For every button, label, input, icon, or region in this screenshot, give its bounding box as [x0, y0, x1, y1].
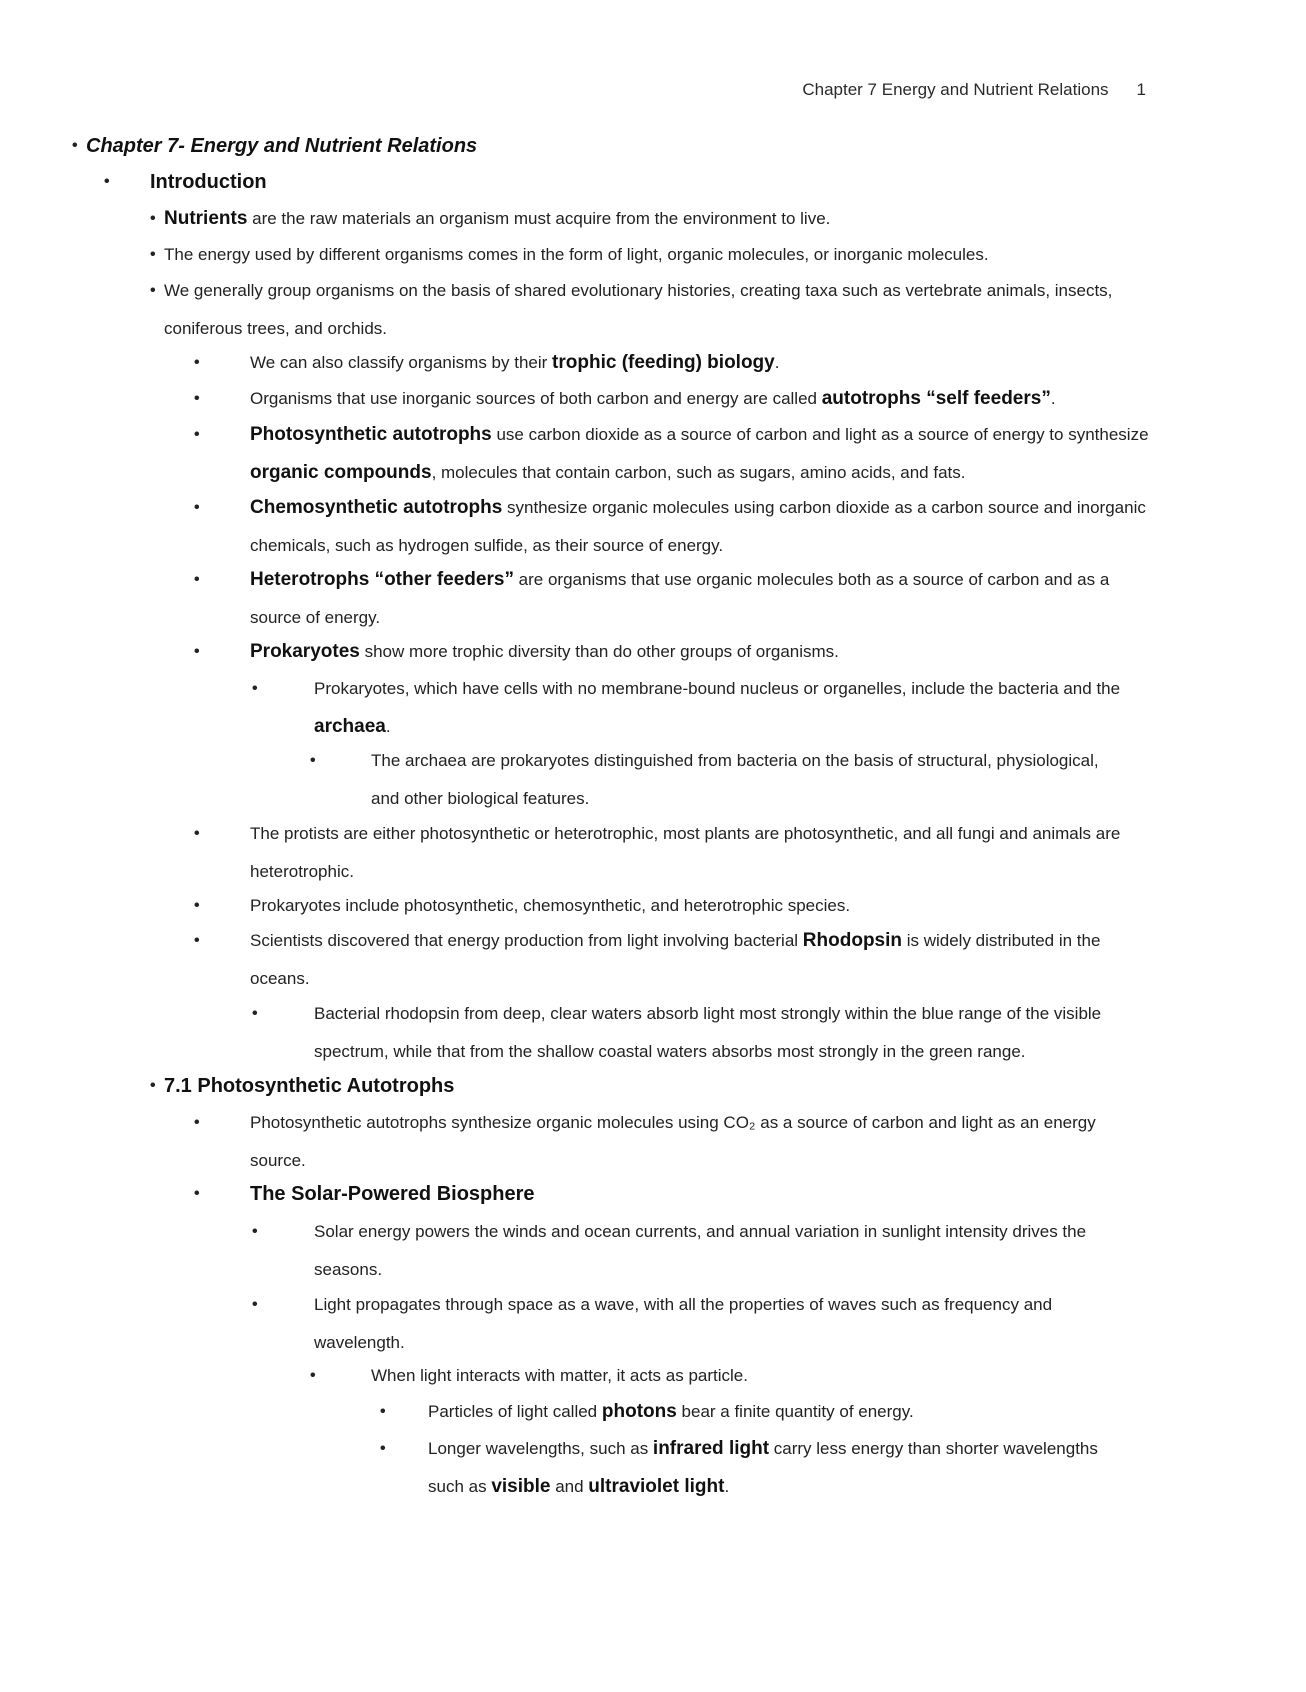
emphasis-text: Heterotrophs “other feeders” — [250, 569, 514, 590]
text-run: Light propagates through space as a wave, with all the properties of waves such as frequency and wavelength. — [314, 1295, 1053, 1352]
text-run: The protists are either photosynthetic or heterotrophic, most plants are photosynthetic, and all fungi and animals are heterotrophic. — [250, 824, 1121, 881]
text-run: Particles of light called — [428, 1402, 602, 1421]
emphasis-text: Chapter 7- Energy and Nutrient Relations — [86, 135, 478, 157]
bullet-icon: • — [252, 1223, 258, 1240]
outline-text — [250, 489, 1150, 565]
bullet-icon: • — [194, 643, 200, 660]
outline-text — [164, 272, 1149, 348]
outline-item-grouping — [150, 272, 1149, 348]
bullet-icon: • — [150, 210, 156, 227]
emphasis-text: Photosynthetic autotrophs — [250, 424, 492, 445]
text-run: Longer wavelengths, such as — [428, 1439, 653, 1458]
outline-item-protists — [194, 815, 1150, 891]
text-run: When light interacts with matter, it acts as particle. — [371, 1366, 748, 1385]
emphasis-text: archaea — [314, 716, 386, 737]
outline-item-energy-forms — [150, 236, 1149, 274]
text-run: Photosynthetic autotrophs synthesize organic molecules using CO₂ as a source of carbon and light as an energy source. — [250, 1113, 1096, 1170]
text-run: Bacterial rhodopsin from deep, clear waters absorb light most strongly within the blue range of the visible spectrum, while that from the shallow coastal waters absorbs most strongly in the green range. — [314, 1004, 1102, 1061]
text-run: are organisms that use organic molecules both as a source of carbon and as a source of energy. — [250, 570, 1110, 627]
outline-item-trophic — [194, 344, 1150, 382]
outline-text — [250, 416, 1150, 492]
text-run: is widely distributed in the oceans. — [250, 931, 1101, 988]
emphasis-text: 7.1 Photosynthetic Autotrophs — [164, 1075, 455, 1097]
outline-text — [371, 1357, 1131, 1395]
emphasis-text: Prokaryotes — [250, 641, 360, 662]
bullet-icon: • — [194, 1185, 200, 1202]
emphasis-text: Nutrients — [164, 208, 248, 229]
outline-item-solar-biosphere — [194, 1175, 1150, 1214]
text-run: , molecules that contain carbon, such as sugars, amino acids, and fats. — [431, 463, 966, 482]
bullet-icon: • — [252, 1005, 258, 1022]
outline-text — [164, 200, 1149, 238]
bullet-icon: • — [150, 282, 156, 299]
outline-text — [314, 1213, 1144, 1289]
outline-text — [314, 995, 1144, 1071]
header-title: Chapter 7 Energy and Nutrient Relations — [802, 80, 1109, 99]
outline-item-photons — [380, 1393, 1138, 1431]
outline-text — [250, 380, 1150, 418]
outline-item-bacterial-rhodopsin — [252, 995, 1144, 1071]
outline-text — [164, 1067, 1149, 1106]
text-run: . — [1050, 389, 1056, 408]
text-run: The energy used by different organisms comes in the form of light, organic molecules, or inorganic molecules. — [164, 245, 989, 264]
text-run: bear a finite quantity of energy. — [676, 1402, 914, 1421]
bullet-icon: • — [194, 897, 200, 914]
bullet-icon: • — [252, 1296, 258, 1313]
text-run: are the raw materials an organism must acquire from the environment to live. — [247, 209, 831, 228]
outline-item-autotrophs — [194, 380, 1150, 418]
outline-text — [150, 163, 1150, 202]
outline-text — [250, 344, 1150, 382]
bullet-icon: • — [194, 825, 200, 842]
outline-item-co2 — [194, 1104, 1150, 1180]
outline-item-rhodopsin — [194, 922, 1150, 998]
text-run: Prokaryotes include photosynthetic, chemosynthetic, and heterotrophic species. — [250, 896, 851, 915]
emphasis-text: autotrophs “self feeders” — [821, 388, 1051, 409]
text-run: Prokaryotes, which have cells with no membrane-bound nucleus or organelles, include the bacteria and the — [314, 679, 1121, 698]
emphasis-text: infrared light — [652, 1438, 770, 1459]
text-run: We generally group organisms on the basis of shared evolutionary histories, creating taxa such as vertebrate animals, insects, coniferous trees, and orchids. — [164, 281, 1113, 338]
emphasis-text: Rhodopsin — [802, 930, 902, 951]
outline-text — [250, 1104, 1150, 1180]
emphasis-text: Introduction — [150, 171, 267, 193]
outline-item-solar-energy — [252, 1213, 1144, 1289]
bullet-icon: • — [150, 1077, 156, 1094]
text-run: Solar energy powers the winds and ocean currents, and annual variation in sunlight intensity drives the seasons. — [314, 1222, 1087, 1279]
text-run: . — [385, 717, 391, 736]
bullet-icon: • — [72, 137, 78, 154]
emphasis-text: photons — [601, 1401, 677, 1422]
outline-item-chemosynthetic — [194, 489, 1150, 565]
text-run: carry less energy than shorter wavelengths such as — [428, 1439, 1098, 1496]
bullet-icon: • — [194, 571, 200, 588]
outline-text — [314, 670, 1144, 746]
outline-text — [428, 1393, 1138, 1431]
outline-item-photosynthetic — [194, 416, 1150, 492]
bullet-icon: • — [380, 1440, 386, 1457]
bullet-icon: • — [194, 426, 200, 443]
outline-text — [314, 1286, 1144, 1362]
outline-item-prokaryotes-cells — [252, 670, 1144, 746]
bullet-icon: • — [194, 1114, 200, 1131]
text-run: use carbon dioxide as a source of carbon and light as a source of energy to synthesize — [491, 425, 1149, 444]
bullet-icon: • — [252, 680, 258, 697]
bullet-icon: • — [310, 1367, 316, 1384]
bullet-icon: • — [310, 752, 316, 769]
text-run: Scientists discovered that energy production from light involving bacterial — [250, 931, 803, 950]
bullet-icon: • — [104, 173, 110, 190]
emphasis-text: Chemosynthetic autotrophs — [250, 497, 503, 518]
text-run: show more trophic diversity than do other groups of organisms. — [359, 642, 839, 661]
outline-text — [86, 127, 1146, 166]
outline-item-nutrients — [150, 200, 1149, 238]
outline-text — [250, 922, 1150, 998]
outline-text — [250, 887, 1150, 925]
text-run: Organisms that use inorganic sources of both carbon and energy are called — [250, 389, 822, 408]
outline-text — [250, 561, 1150, 637]
text-run: We can also classify organisms by their — [250, 353, 553, 372]
bullet-icon: • — [194, 499, 200, 516]
text-run: . — [724, 1477, 730, 1496]
text-run: synthesize organic molecules using carbon dioxide as a carbon source and inorganic chemicals, such as hydrogen sulfide, as their source of energy. — [250, 498, 1146, 555]
outline-item-prokaryotes-include — [194, 887, 1150, 925]
outline-item-chapter-title — [72, 127, 1146, 166]
bullet-icon: • — [194, 390, 200, 407]
outline-item-heterotrophs — [194, 561, 1150, 637]
emphasis-text: The Solar-Powered Biosphere — [250, 1183, 535, 1205]
emphasis-text: trophic (feeding) biology — [552, 352, 775, 373]
outline-text — [371, 742, 1131, 818]
outline-item-archaea — [310, 742, 1131, 818]
outline-item-light-wave — [252, 1286, 1144, 1362]
emphasis-text: organic compounds — [250, 462, 432, 483]
text-run: The archaea are prokaryotes distinguished from bacteria on the basis of structural, physiological, and other biological features. — [371, 751, 1099, 808]
page-number: 1 — [1136, 80, 1146, 99]
outline-text — [250, 633, 1150, 671]
outline-item-light-particle — [310, 1357, 1131, 1395]
outline-text — [428, 1430, 1138, 1506]
bullet-icon: • — [150, 246, 156, 263]
outline-text — [164, 236, 1149, 274]
bullet-icon: • — [194, 932, 200, 949]
bullet-icon: • — [194, 354, 200, 371]
emphasis-text: visible — [491, 1476, 551, 1497]
text-run: and — [550, 1477, 589, 1496]
outline-text — [250, 1175, 1150, 1214]
outline-item-prokaryotes — [194, 633, 1150, 671]
outline-item-introduction — [104, 163, 1150, 202]
text-run: . — [774, 353, 780, 372]
running-header — [802, 80, 1146, 100]
emphasis-text: ultraviolet light — [588, 1476, 725, 1497]
outline-item-wavelengths — [380, 1430, 1138, 1506]
outline-text — [250, 815, 1150, 891]
bullet-icon: • — [380, 1403, 386, 1420]
outline-item-section-7-1 — [150, 1067, 1149, 1106]
